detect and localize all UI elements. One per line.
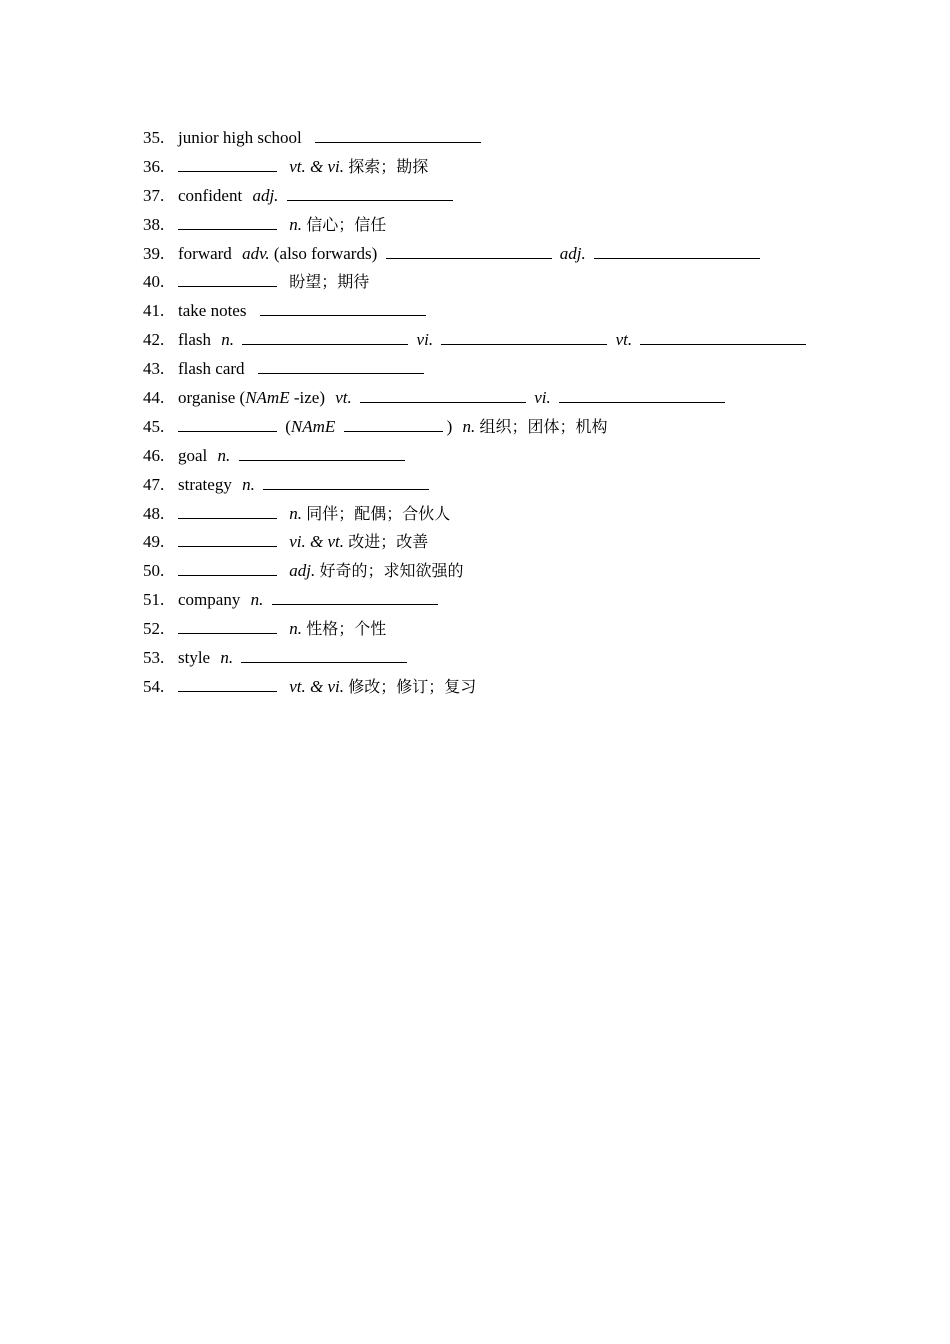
answer-blank[interactable]	[178, 215, 277, 230]
vocabulary-list	[143, 124, 903, 702]
item-number: 36.	[143, 156, 165, 176]
item-pos: adv.	[242, 243, 270, 263]
item-word: strategy	[178, 474, 232, 494]
item-number: 39.	[143, 243, 165, 263]
answer-blank[interactable]	[178, 561, 277, 576]
item-number: 48.	[143, 503, 165, 523]
item-meaning: 同伴；配偶；合伙人	[306, 503, 451, 523]
item-pos: n.	[242, 474, 255, 494]
item-note: (also forwards)	[273, 243, 378, 263]
item-number: 47.	[143, 474, 165, 494]
list-item-41	[143, 297, 903, 326]
answer-blank[interactable]	[178, 504, 277, 519]
answer-blank[interactable]	[178, 532, 277, 547]
answer-blank[interactable]	[594, 244, 760, 259]
item-pos: n.	[221, 330, 235, 350]
answer-blank[interactable]	[239, 446, 405, 461]
item-pos-2: vi.	[534, 388, 551, 408]
list-item-39	[143, 240, 903, 269]
item-meaning: 组织；团体；机构	[479, 416, 608, 436]
item-meaning: 信心；信任	[306, 214, 387, 234]
list-item-50	[143, 557, 903, 586]
item-number: 44.	[143, 388, 165, 408]
item-word: company	[178, 590, 241, 610]
item-pos-2: adj.	[559, 243, 586, 263]
answer-blank[interactable]	[315, 128, 481, 143]
answer-blank[interactable]	[258, 359, 424, 374]
answer-blank[interactable]	[441, 330, 607, 345]
answer-blank[interactable]	[242, 330, 408, 345]
answer-blank[interactable]	[178, 619, 277, 634]
item-pos: n.	[220, 648, 234, 668]
item-word: organise (	[178, 388, 246, 408]
list-item-51	[143, 586, 903, 615]
answer-blank[interactable]	[260, 301, 426, 316]
list-item-38	[143, 211, 903, 240]
answer-blank[interactable]	[360, 388, 526, 403]
item-pos: vt.	[335, 388, 352, 408]
list-item-52	[143, 615, 903, 644]
answer-blank[interactable]	[287, 186, 453, 201]
item-word: goal	[178, 445, 208, 465]
item-word: flash card	[178, 359, 245, 379]
list-item-42	[143, 326, 903, 355]
item-meaning: 盼望；期待	[289, 272, 370, 292]
item-pos: n.	[289, 214, 302, 234]
item-meaning: 好奇的；求知欲强的	[319, 561, 464, 581]
list-item-48	[143, 500, 903, 529]
item-note-variant: NAmE	[245, 388, 290, 408]
answer-blank[interactable]	[263, 475, 429, 490]
answer-blank[interactable]	[178, 272, 277, 287]
item-number: 38.	[143, 214, 165, 234]
item-pos: n.	[462, 416, 476, 436]
item-word: confident	[178, 185, 243, 205]
item-word: style	[178, 648, 211, 668]
item-pos: adj.	[252, 185, 279, 205]
item-number: 40.	[143, 272, 165, 292]
item-number: 52.	[143, 619, 165, 639]
item-pos: n.	[217, 445, 231, 465]
item-number: 54.	[143, 676, 165, 696]
item-pos: n.	[250, 590, 264, 610]
item-pos: vt. & vi.	[289, 676, 345, 696]
answer-blank[interactable]	[559, 388, 725, 403]
item-meaning: 探索；勘探	[348, 156, 429, 176]
item-pos: n.	[289, 503, 302, 523]
answer-blank[interactable]	[272, 590, 438, 605]
list-item-45	[143, 413, 903, 442]
item-number: 41.	[143, 301, 165, 321]
item-paren-close: )	[446, 416, 453, 436]
list-item-44	[143, 384, 903, 413]
item-number: 46.	[143, 445, 165, 465]
item-number: 35.	[143, 128, 165, 147]
item-word: flash	[178, 330, 212, 350]
list-item-35	[143, 124, 903, 153]
item-pos-2: vi.	[416, 330, 434, 350]
list-item-37	[143, 182, 903, 211]
item-number: 45.	[143, 416, 165, 436]
list-item-43	[143, 355, 903, 384]
item-word: forward	[178, 243, 232, 263]
answer-blank[interactable]	[178, 677, 277, 692]
item-note: -ize)	[289, 388, 325, 408]
answer-blank[interactable]	[241, 648, 407, 663]
item-number: 50.	[143, 561, 165, 581]
list-item-46	[143, 442, 903, 471]
answer-blank[interactable]	[386, 244, 552, 259]
item-paren-open: (	[285, 416, 291, 436]
answer-blank[interactable]	[178, 417, 277, 432]
answer-blank[interactable]	[640, 330, 806, 345]
item-pos: n.	[289, 619, 302, 639]
item-meaning: 修改；修订；复习	[348, 676, 477, 696]
item-number: 43.	[143, 359, 165, 379]
item-pos: adj.	[289, 561, 316, 581]
list-item-54	[143, 673, 903, 702]
item-note-variant: NAmE	[290, 416, 336, 436]
item-number: 37.	[143, 185, 165, 205]
list-item-40	[143, 268, 903, 297]
answer-blank[interactable]	[344, 417, 443, 432]
item-word: take notes	[178, 301, 247, 321]
item-pos: vt. & vi.	[289, 156, 345, 176]
item-number: 42.	[143, 330, 165, 350]
item-pos: vi. & vt.	[289, 532, 345, 552]
item-number: 49.	[143, 532, 165, 552]
item-number: 51.	[143, 590, 165, 610]
list-item-36	[143, 153, 903, 182]
list-item-53	[143, 644, 903, 673]
item-meaning: 改进；改善	[348, 532, 429, 552]
answer-blank[interactable]	[178, 157, 277, 172]
list-item-47	[143, 471, 903, 500]
item-pos-3: vt.	[615, 330, 633, 350]
item-word: junior high school	[178, 128, 302, 147]
list-item-49	[143, 528, 903, 557]
item-number: 53.	[143, 648, 165, 668]
item-meaning: 性格；个性	[306, 619, 387, 639]
